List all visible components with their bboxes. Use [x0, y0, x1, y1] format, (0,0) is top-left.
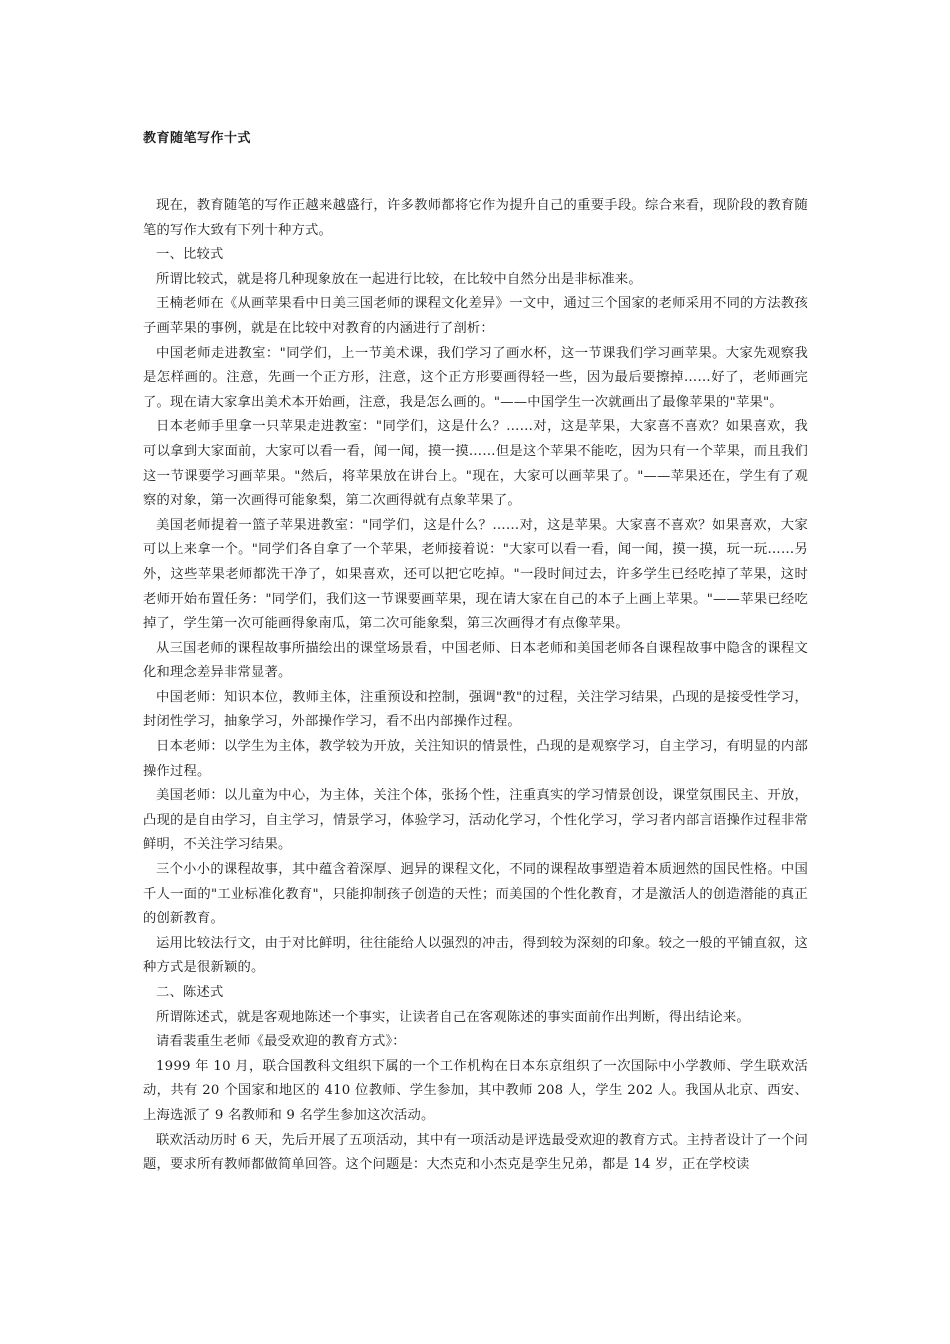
paragraph: 联欢活动历时 6 天，先后开展了五项活动，其中有一项活动是评选最受欢迎的教育方式。主持者设计了一个问题，要求所有教师都做简单回答。这个问题是：大杰克和小杰克是孪生兄弟，都是 14 岁，正在学校读	[143, 1132, 808, 1173]
paragraph: 1999 年 10 月，联合国教科文组织下属的一个工作机构在日本东京组织了一次国际中小学教师、学生联欢活动，共有 20 个国家和地区的 410 位教师、学生参加，其中教师 208 人，学生 202 人。我国从北京、西安、上海选派了 9 名教师和 9 名学生参加这次活动。	[143, 1058, 808, 1123]
paragraph: 请看裴重生老师《最受欢迎的教育方式》：	[156, 1034, 406, 1050]
document-title: 教育随笔写作十式	[143, 131, 252, 146]
section-heading: 一、比较式	[156, 247, 224, 263]
paragraph: 中国老师走进教室："同学们，上一节美术课，我们学习了画水杯，这一节课我们学习画苹果。大家先观察我是怎样画的。注意，先画一个正方形，注意，这个正方形要画得轻一些，因为最后要擦掉……好了，老师画完了。现在请大家拿出美术本开始画，注意，我是怎么画的。"——中国学生一次就画出了最像苹果的"苹果"。	[143, 345, 808, 410]
paragraph: 所谓比较式，就是将几种现象放在一起进行比较，在比较中自然分出是非标准来。	[156, 271, 642, 287]
paragraph: 三个小小的课程故事，其中蕴含着深厚、迥异的课程文化，不同的课程故事塑造着本质迥然的国民性格。中国千人一面的"工业标准化教育"，只能抑制孩子创造的天性；而美国的个性化教育，才是激活人的创造潜能的真正的创新教育。	[143, 862, 808, 927]
paragraph: 美国老师：以儿童为中心，为主体，关注个体，张扬个性，注重真实的学习情景创设，课堂氛围民主、开放，凸现的是自由学习，自主学习，情景学习，体验学习，活动化学习，个性化学习，学习者内部言语操作过程非常鲜明，不关注学习结果。	[143, 788, 808, 853]
paragraph: 日本老师：以学生为主体，教学较为开放，关注知识的情景性，凸现的是观察学习，自主学习，有明显的内部操作过程。	[143, 739, 808, 779]
paragraph: 王楠老师在《从画苹果看中日美三国老师的课程文化差异》一文中，通过三个国家的老师采用不同的方法教孩子画苹果的事例，就是在比较中对教育的内涵进行了剖析：	[143, 296, 808, 336]
section-heading: 二、陈述式	[156, 985, 224, 1000]
paragraph: 现在，教育随笔的写作正越来越盛行，许多教师都将它作为提升自己的重要手段。综合来看，现阶段的教育随笔的写作大致有下列十种方式。	[143, 198, 808, 238]
paragraph: 美国老师提着一篮子苹果进教室："同学们，这是什么？……对，这是苹果。大家喜不喜欢？如果喜欢，大家可以上来拿一个。"同学们各自拿了一个苹果，老师接着说："大家可以看一看，闻一闻，摸一摸，玩一玩……另外，这些苹果老师都洗干净了，如果喜欢，还可以把它吃掉。"一段时间过去，许多学生已经吃掉了苹果，这时老师开始布置任务："同学们，我们这一节课要画苹果，现在请大家在自己的本子上画上苹果。"——苹果已经吃掉了，学生第一次可能画得象南瓜，第二次可能象梨，第三次画得才有点像苹果。	[143, 517, 808, 632]
paragraph: 中国老师：知识本位，教师主体，注重预设和控制，强调"教"的过程，关注学习结果，凸现的是接受性学习，封闭性学习，抽象学习，外部操作学习，看不出内部操作过程。	[143, 689, 808, 730]
paragraph: 从三国老师的课程故事所描绘出的课堂场景看，中国老师、日本老师和美国老师各自课程故事中隐含的课程文化和理念差异非常显著。	[143, 640, 808, 681]
paragraph: 日本老师手里拿一只苹果走进教室："同学们，这是什么？……对，这是苹果，大家喜不喜欢？如果喜欢，我可以拿到大家面前，大家可以看一看，闻一闻，摸一摸……但是这个苹果不能吃，因为只有一个苹果，而且我们这一节课要学习画苹果。"然后，将苹果放在讲台上。"现在，大家可以画苹果了。"——苹果还在，学生有了观察的对象，第一次画得可能象梨，第二次画得就有点象苹果了。	[143, 419, 808, 509]
document-body	[143, 194, 808, 1178]
paragraph: 所谓陈述式，就是客观地陈述一个事实，让读者自己在客观陈述的事实面前作出判断，得出结论来。	[156, 1009, 750, 1025]
paragraph: 运用比较法行文，由于对比鲜明，往往能给人以强烈的冲击，得到较为深刻的印象。较之一般的平铺直叙，这种方式是很新颖的。	[143, 935, 808, 976]
